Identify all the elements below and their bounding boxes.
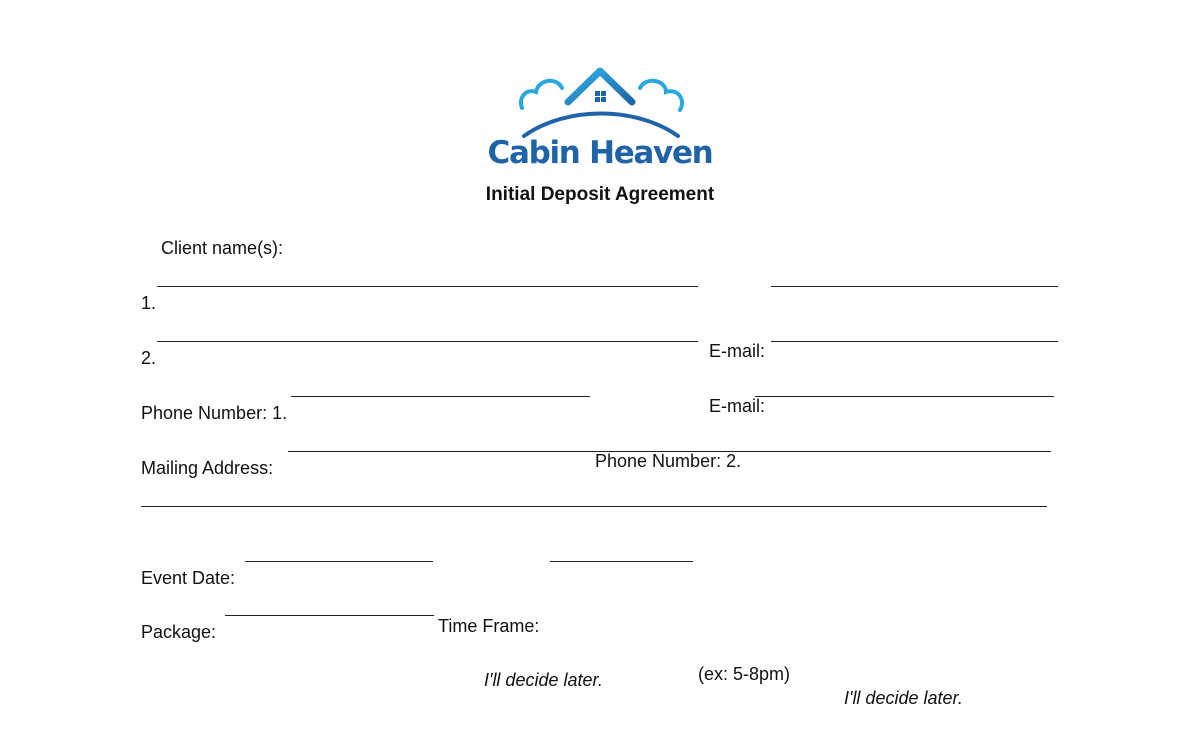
client-2-email-field[interactable] [771,324,1058,342]
mailing-address-label: Mailing Address: [141,458,274,478]
client-1-email-field[interactable] [771,269,1058,287]
mailing-address-field-2[interactable] [141,489,1047,507]
phone-1-field[interactable] [291,379,590,397]
package-field[interactable] [225,598,434,616]
package-label: Package: [141,622,217,642]
brand-name: Cabin Heaven [487,135,713,171]
client-2-email-label: E-mail: [709,396,766,416]
brand-logo [478,66,722,174]
time-frame-hint: (ex: 5-8pm) [698,664,791,684]
package-decide-later[interactable]: I'll decide later. [484,670,603,690]
document-title: Initial Deposit Agreement [485,184,715,205]
client-1-email-label: E-mail: [709,341,766,361]
phone-2-label: Phone Number: 2. [595,451,742,471]
client-2-label: 2. [141,348,157,368]
client-1-label: 1. [141,293,157,313]
phone-1-label: Phone Number: 1. [141,403,288,423]
event-date-field[interactable] [245,544,433,562]
client-2-name-field[interactable] [157,324,698,342]
time-frame-label: Time Frame: [438,616,540,636]
client-1-name-field[interactable] [157,269,698,287]
package-row [141,596,1071,716]
phone-2-field[interactable] [755,379,1054,397]
time-frame-field[interactable] [550,544,693,562]
event-decide-later[interactable]: I'll decide later. [844,688,963,708]
client-names-text: Client name(s): [161,238,284,258]
house-roof-cloud-icon [516,66,686,140]
event-date-label: Event Date: [141,568,236,588]
mailing-address-field[interactable] [288,434,1051,452]
